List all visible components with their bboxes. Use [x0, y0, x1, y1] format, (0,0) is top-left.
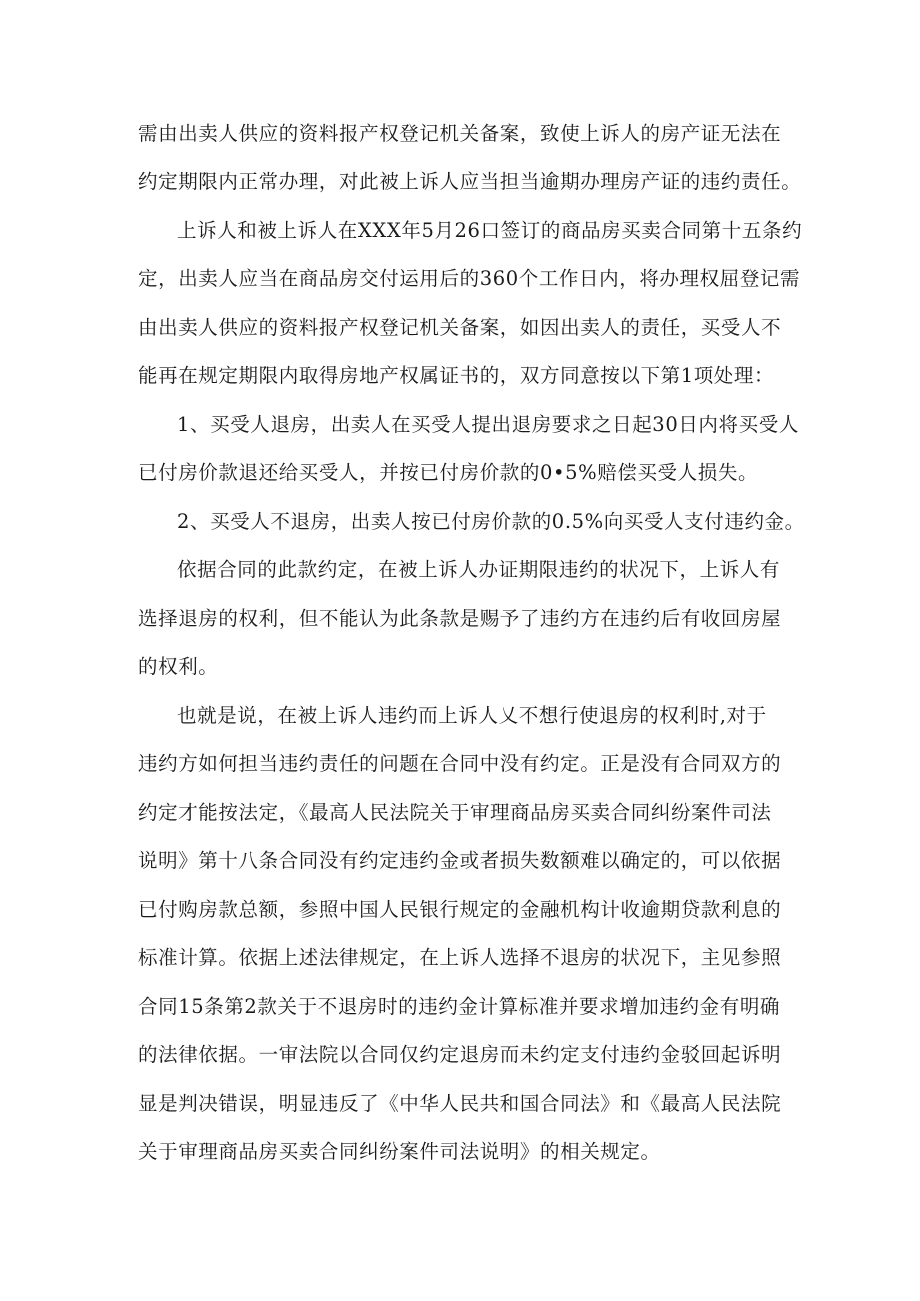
- text-line: 的法律依据。一审法院以合同仅约定退房而未约定支付违约金驳回起诉明: [138, 1043, 782, 1066]
- text-line: 合同15条第2款关于不退房时的违约金计算标准并要求增加违约金有明确: [138, 995, 781, 1018]
- text-line: 约定期限内正常办理，对此被上诉人应当担当逾期办理房产证的违约责任。: [138, 170, 802, 193]
- list-item-2-line: 2、买受人不退房，出卖人按已付房价款的0.5%向买受人支付违约金。: [177, 510, 805, 533]
- text-line: 违约方如何担当违约责任的问题在合同中没有约定。正是没有合同双方的: [138, 752, 782, 775]
- text-line: 标准计算。依据上述法律规定，在上诉人选择不退房的状况下，主见参照: [138, 946, 782, 969]
- text-line: 已付购房款总额，参照中国人民银行规定的金融机构计收逾期贷款利息的: [138, 898, 782, 921]
- text-line: 定，出卖人应当在商品房交付运用后的360个工作日内，将办理权屈登记需: [138, 267, 801, 290]
- text-line: 约定才能按法定，《最高人民法院关于审理商品房买卖合同纠纷案件司法: [138, 801, 772, 824]
- text-line: 需由出卖人供应的资料报产权登记机关备案，致使上诉人的房产证无法在: [138, 122, 782, 145]
- text-line: 关于审理商品房买卖合同纠纷案件司法说明》的相关规定。: [138, 1140, 661, 1163]
- text-line: 已付房价款退还给买受人，并按已付房价款的0•5%赔偿买受人损失。: [138, 461, 759, 484]
- text-line: 由出卖人供应的资料报产权登记机关备案，如因出卖人的责任，买受人不: [138, 316, 782, 339]
- text-line: 显是判决错误，明显违反了《中华人民共和国合同法》和《最高人民法院: [138, 1092, 782, 1115]
- text-line: 的权利。: [138, 655, 219, 678]
- list-item-1-line: 1、买受人退房，出卖人在买受人提出退房要求之日起30日内将买受人: [177, 413, 799, 436]
- paragraph-first-line: 依据合同的此款约定，在被上诉人办证期限违约的状况下，上诉人有: [177, 558, 781, 581]
- paragraph-first-line: 也就是说，在被上诉人违约而上诉人乂不想行使退房的权利时,对于: [177, 704, 767, 727]
- text-line: 选择退房的权利，但不能认为此条款是赐予了违约方在违约后有收回房屋: [138, 607, 782, 630]
- paragraph-first-line: 上诉人和被上诉人在XXX年5月26口签订的商品房买卖合同第十五条约: [177, 219, 803, 242]
- text-line: 能再在规定期限内取得房地产权属证书的，双方同意按以下第1项处理：: [138, 364, 775, 387]
- text-line: 说明》第十八条合同没有约定违约金或者损失数额难以确定的，可以依据: [138, 849, 782, 872]
